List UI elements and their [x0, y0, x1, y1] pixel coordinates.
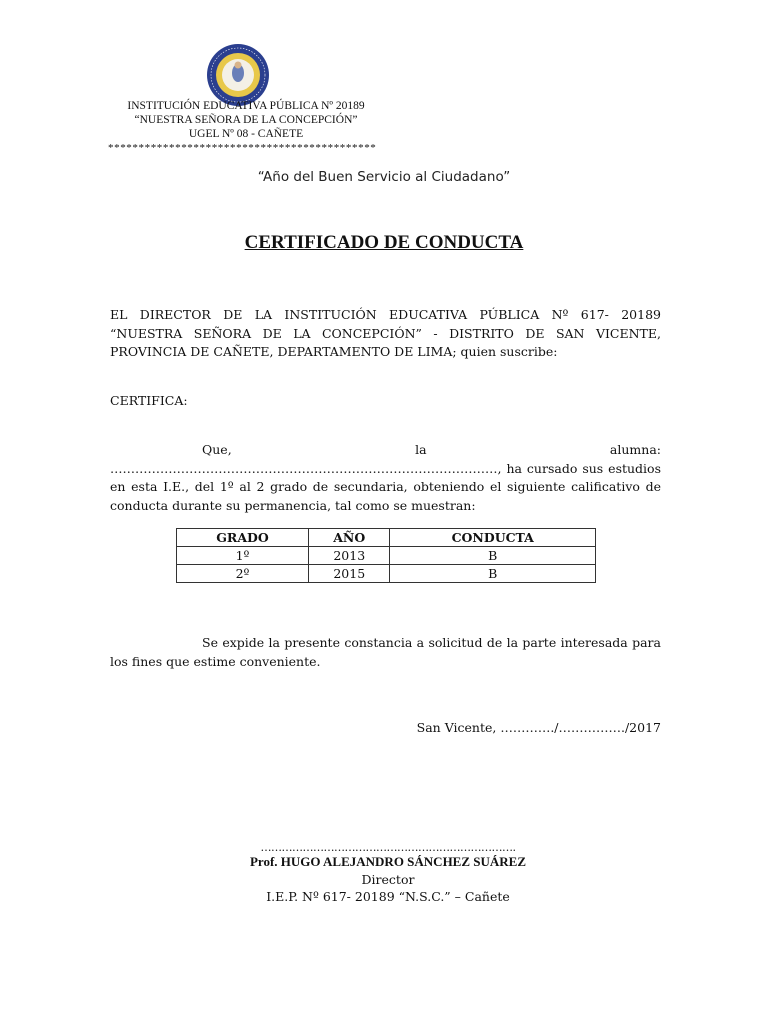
signatory-role: Director — [361, 871, 415, 887]
document-title: CERTIFICADO DE CONDUCTA — [244, 232, 524, 253]
closing-paragraph — [110, 634, 661, 671]
closing-text: Se expide la presente constancia a solicitud de la parte interesada para los fines que estime conveniente. — [110, 635, 661, 669]
institution-name: INSTITUCIÓN EDUCATIVA PÚBLICA Nº 20189 — [127, 100, 365, 112]
institution-ugel: UGEL Nº 08 - CAÑETE — [188, 128, 304, 140]
cell-anio: 2013 — [309, 547, 390, 565]
cell-grado: 2º — [177, 565, 309, 583]
table-row — [177, 565, 596, 583]
student-paragraph — [110, 441, 661, 515]
student-name-blank: ………………………………………………………………………………… — [110, 460, 498, 476]
conduct-table — [176, 528, 596, 583]
school-seal-logo — [206, 43, 270, 107]
header-grado: GRADO — [177, 529, 309, 547]
certifica-heading: CERTIFICA: — [110, 393, 188, 408]
date-line: San Vicente, …………./……………./2017 — [416, 720, 661, 735]
signature-line: ………………………………………………………………. — [260, 841, 516, 854]
institution-patron: “NUESTRA SEÑORA DE LA CONCEPCIÓN” — [134, 114, 358, 126]
cell-conducta: B — [390, 565, 596, 583]
intro-paragraph: EL DIRECTOR DE LA INSTITUCIÓN EDUCATIVA PÚBLICA Nº 617- 20189 “NUESTRA SEÑORA DE LA CONCEPCIÓN” - DISTRITO DE SAN VICENTE, PROVINCIA DE CAÑETE, DEPARTAMENTO DE LIMA; quien suscribe: — [110, 307, 661, 359]
header-anio: AÑO — [309, 529, 390, 547]
table-header-row — [177, 529, 596, 547]
institution-header — [108, 99, 384, 155]
table-row — [177, 547, 596, 565]
student-lead: Que, la alumna: — [202, 442, 661, 457]
signatory-institution: I.E.P. Nº 617- 20189 “N.S.C.” – Cañete — [266, 889, 510, 904]
year-motto: “Año del Buen Servicio al Ciudadano” — [257, 169, 511, 185]
signatory-name: Prof. HUGO ALEJANDRO SÁNCHEZ SUÁREZ — [249, 854, 527, 869]
signature-block — [0, 842, 768, 906]
header-separator: ******************************************** — [108, 142, 377, 154]
cell-conducta: B — [390, 547, 596, 565]
header-conducta: CONDUCTA — [390, 529, 596, 547]
student-paragraph-rest: , ha cursado sus estudios en esta I.E., del 1º al 2 grado de secundaria, obteniendo el siguiente calificativo de conducta durante su permanencia, tal como se muestran: — [110, 460, 661, 513]
cell-grado: 1º — [177, 547, 309, 565]
cell-anio: 2015 — [309, 565, 390, 583]
